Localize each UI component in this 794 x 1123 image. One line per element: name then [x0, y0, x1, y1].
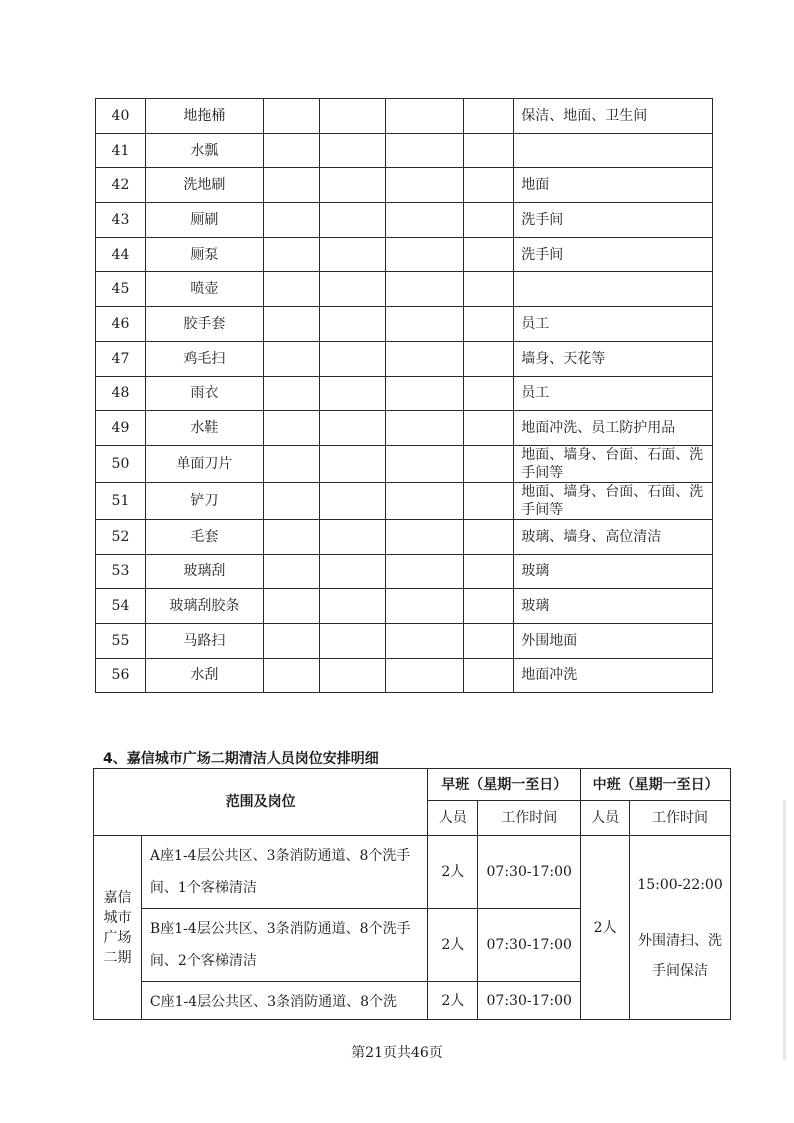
tool-row — [96, 554, 713, 589]
empty-cell — [319, 445, 385, 482]
tool-number: 43 — [96, 203, 146, 238]
tool-usage: 员工 — [514, 307, 713, 342]
empty-cell — [464, 341, 514, 376]
post-cell: C座1-4层公共区、3条消防通道、8个洗 — [141, 982, 427, 1020]
tool-number: 54 — [96, 589, 146, 624]
empty-cell — [464, 307, 514, 342]
tool-usage: 洗手间 — [514, 203, 713, 238]
tool-row — [96, 519, 713, 554]
tool-name: 水鞋 — [145, 411, 263, 446]
tool-row — [96, 99, 713, 134]
empty-cell — [385, 168, 464, 203]
empty-cell — [385, 589, 464, 624]
empty-cell — [319, 203, 385, 238]
empty-cell — [464, 519, 514, 554]
empty-cell — [319, 133, 385, 168]
empty-cell — [263, 99, 319, 134]
header-middle-time: 工作时间 — [630, 801, 731, 836]
empty-cell — [319, 237, 385, 272]
empty-cell — [385, 237, 464, 272]
tool-row — [96, 133, 713, 168]
empty-cell — [263, 623, 319, 658]
tool-number: 47 — [96, 341, 146, 376]
empty-cell — [385, 411, 464, 446]
empty-cell — [263, 168, 319, 203]
tool-number: 40 — [96, 99, 146, 134]
tool-row — [96, 589, 713, 624]
empty-cell — [464, 376, 514, 411]
tool-number: 49 — [96, 411, 146, 446]
empty-cell — [263, 445, 319, 482]
header-early-shift: 早班（星期一至日） — [428, 769, 581, 801]
tool-name: 水刮 — [145, 658, 263, 693]
tool-usage: 玻璃 — [514, 554, 713, 589]
empty-cell — [263, 203, 319, 238]
middle-time: 15:00-22:00 — [637, 876, 723, 893]
empty-cell — [319, 307, 385, 342]
time-cell: 07:30-17:00 — [478, 982, 581, 1020]
tool-number: 56 — [96, 658, 146, 693]
header-middle-shift: 中班（星期一至日） — [581, 769, 731, 801]
tool-row — [96, 341, 713, 376]
tool-name: 单面刀片 — [145, 445, 263, 482]
empty-cell — [263, 272, 319, 307]
empty-cell — [263, 237, 319, 272]
tool-usage: 地面、墙身、台面、石面、洗手间等 — [514, 482, 713, 519]
staff-schedule-table — [93, 768, 731, 1020]
header-early-time: 工作时间 — [478, 801, 581, 836]
tool-usage: 玻璃、墙身、高位清洁 — [514, 519, 713, 554]
tool-number: 53 — [96, 554, 146, 589]
empty-cell — [319, 554, 385, 589]
header-scope: 范围及岗位 — [94, 769, 428, 836]
post-cell: A座1-4层公共区、3条消防通道、8个洗手间、1个客梯清洁 — [141, 836, 427, 909]
time-cell: 07:30-17:00 — [478, 909, 581, 982]
tools-table — [95, 98, 713, 693]
empty-cell — [464, 168, 514, 203]
tool-number: 52 — [96, 519, 146, 554]
empty-cell — [263, 376, 319, 411]
empty-cell — [263, 554, 319, 589]
tool-name: 胶手套 — [145, 307, 263, 342]
post-cell: B座1-4层公共区、3条消防通道、8个洗手间、2个客梯清洁 — [141, 909, 427, 982]
empty-cell — [385, 554, 464, 589]
empty-cell — [385, 658, 464, 693]
tool-usage: 地面冲洗、员工防护用品 — [514, 411, 713, 446]
tool-number: 48 — [96, 376, 146, 411]
empty-cell — [319, 376, 385, 411]
empty-cell — [464, 589, 514, 624]
tool-row — [96, 623, 713, 658]
tool-name: 毛套 — [145, 519, 263, 554]
empty-cell — [319, 272, 385, 307]
tool-name: 水瓢 — [145, 133, 263, 168]
tool-name: 喷壶 — [145, 272, 263, 307]
tool-row — [96, 203, 713, 238]
header-middle-people: 人员 — [581, 801, 630, 836]
empty-cell — [464, 237, 514, 272]
tool-row — [96, 168, 713, 203]
empty-cell — [385, 445, 464, 482]
page-footer: 第21页共46页 — [351, 1045, 443, 1061]
people-cell: 2人 — [428, 836, 478, 909]
people-cell: 2人 — [428, 909, 478, 982]
time-cell: 07:30-17:00 — [478, 836, 581, 909]
tool-usage: 员工 — [514, 376, 713, 411]
empty-cell — [319, 168, 385, 203]
tool-usage: 地面冲洗 — [514, 658, 713, 693]
empty-cell — [319, 482, 385, 519]
empty-cell — [385, 482, 464, 519]
tool-number: 51 — [96, 482, 146, 519]
empty-cell — [464, 133, 514, 168]
area-cell: 嘉信 城市 广场 二期 — [94, 836, 142, 1020]
empty-cell — [385, 519, 464, 554]
section-title: 4、嘉信城市广场二期清洁人员岗位安排明细 — [103, 751, 379, 767]
tool-usage: 墙身、天花等 — [514, 341, 713, 376]
tool-name: 厕泵 — [145, 237, 263, 272]
empty-cell — [263, 658, 319, 693]
tool-name: 厕刷 — [145, 203, 263, 238]
empty-cell — [319, 341, 385, 376]
tool-usage: 洗手间 — [514, 237, 713, 272]
empty-cell — [263, 341, 319, 376]
tool-name: 玻璃刮胶条 — [145, 589, 263, 624]
middle-note: 外围清扫、洗手间保洁 — [638, 932, 723, 979]
empty-cell — [319, 589, 385, 624]
empty-cell — [464, 272, 514, 307]
empty-cell — [319, 411, 385, 446]
empty-cell — [385, 376, 464, 411]
tool-number: 44 — [96, 237, 146, 272]
empty-cell — [263, 133, 319, 168]
middle-time-cell — [630, 836, 731, 1020]
tool-usage: 外围地面 — [514, 623, 713, 658]
tool-usage: 地面、墙身、台面、石面、洗手间等 — [514, 445, 713, 482]
empty-cell — [464, 203, 514, 238]
tool-usage: 地面 — [514, 168, 713, 203]
tool-number: 45 — [96, 272, 146, 307]
middle-people-cell: 2人 — [581, 836, 630, 1020]
empty-cell — [464, 658, 514, 693]
empty-cell — [385, 99, 464, 134]
empty-cell — [385, 341, 464, 376]
empty-cell — [464, 99, 514, 134]
empty-cell — [385, 203, 464, 238]
tool-row — [96, 307, 713, 342]
tool-number: 55 — [96, 623, 146, 658]
scan-edge-artifact — [783, 800, 786, 1060]
people-cell: 2人 — [428, 982, 478, 1020]
empty-cell — [319, 519, 385, 554]
empty-cell — [263, 482, 319, 519]
empty-cell — [464, 554, 514, 589]
empty-cell — [385, 623, 464, 658]
empty-cell — [464, 445, 514, 482]
tool-name: 铲刀 — [145, 482, 263, 519]
tool-number: 50 — [96, 445, 146, 482]
empty-cell — [263, 307, 319, 342]
tool-row — [96, 482, 713, 519]
tool-row — [96, 376, 713, 411]
tool-row — [96, 411, 713, 446]
tool-number: 41 — [96, 133, 146, 168]
tool-row — [96, 658, 713, 693]
empty-cell — [464, 482, 514, 519]
tool-usage — [514, 272, 713, 307]
tool-number: 42 — [96, 168, 146, 203]
tool-row — [96, 237, 713, 272]
tool-name: 地拖桶 — [145, 99, 263, 134]
empty-cell — [319, 658, 385, 693]
tool-usage: 玻璃 — [514, 589, 713, 624]
tool-name: 雨衣 — [145, 376, 263, 411]
tool-row — [96, 272, 713, 307]
empty-cell — [263, 589, 319, 624]
empty-cell — [319, 99, 385, 134]
empty-cell — [319, 623, 385, 658]
tool-usage: 保洁、地面、卫生间 — [514, 99, 713, 134]
empty-cell — [464, 411, 514, 446]
empty-cell — [385, 133, 464, 168]
tool-number: 46 — [96, 307, 146, 342]
tool-name: 马路扫 — [145, 623, 263, 658]
tool-name: 鸡毛扫 — [145, 341, 263, 376]
tool-usage — [514, 133, 713, 168]
empty-cell — [385, 272, 464, 307]
tool-row — [96, 445, 713, 482]
empty-cell — [263, 411, 319, 446]
tool-name: 玻璃刮 — [145, 554, 263, 589]
tool-name: 洗地刷 — [145, 168, 263, 203]
empty-cell — [385, 307, 464, 342]
header-early-people: 人员 — [428, 801, 478, 836]
empty-cell — [263, 519, 319, 554]
empty-cell — [464, 623, 514, 658]
